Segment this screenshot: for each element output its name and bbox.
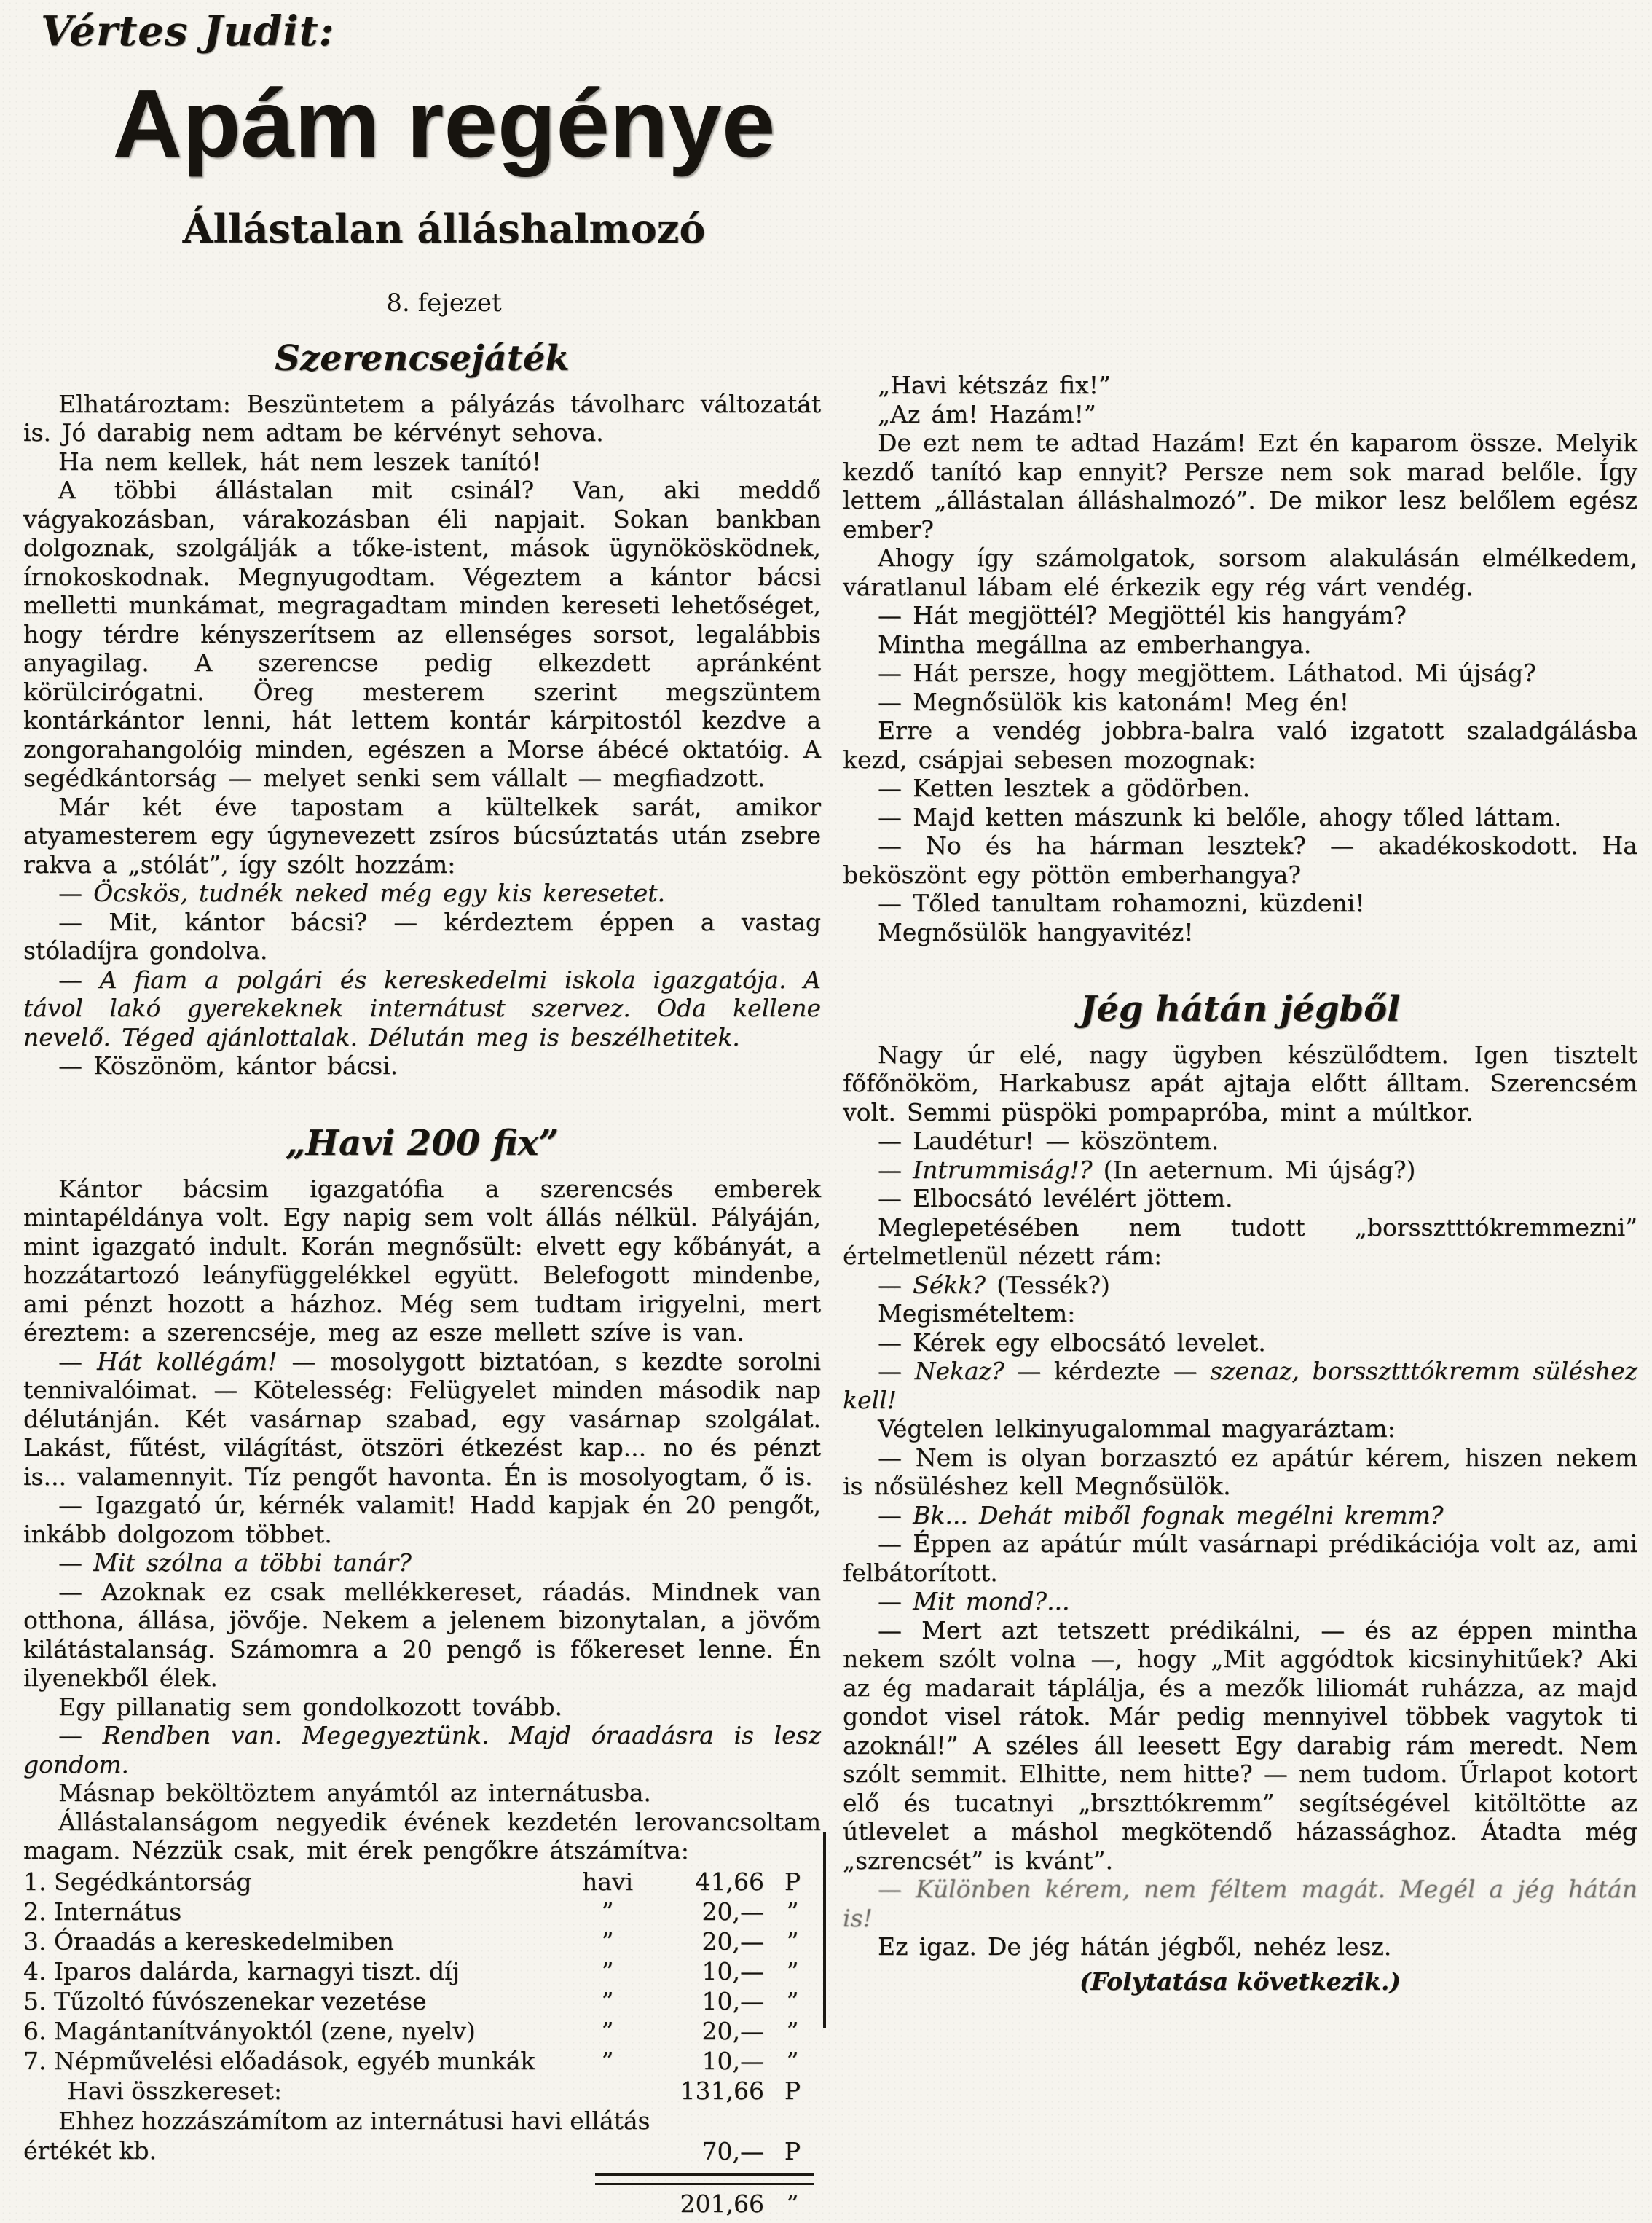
text-segment: Meglepetésében nem tudott „borssztttókremmezni” értelmetlenül nézett rám: bbox=[843, 1212, 1637, 1271]
text-segment: — Majd ketten mászunk ki belőle, ahogy tőled láttam. bbox=[878, 802, 1562, 831]
paragraph bbox=[843, 601, 1637, 630]
earnings-cell-label: 2. Internátus bbox=[23, 1897, 182, 1926]
grand-total-amount: 201,66 bbox=[680, 2189, 764, 2218]
paragraph bbox=[843, 774, 1637, 803]
paragraph bbox=[843, 1271, 1637, 1300]
earnings-cell-unit: ” bbox=[601, 1897, 614, 1926]
text-segment: Öcskös, tudnék neked még egy kis keresetet. bbox=[93, 879, 665, 908]
earnings-cell-cur: ” bbox=[786, 2046, 799, 2075]
paragraph bbox=[843, 1501, 1637, 1530]
earnings-cell-cur: ” bbox=[786, 1956, 799, 1985]
text-segment: — Köszönöm, kántor bácsi. bbox=[58, 1051, 398, 1081]
paragraph bbox=[23, 1779, 821, 1808]
text-segment: — bbox=[878, 1357, 915, 1386]
text-segment: — Laudétur! — köszöntem. bbox=[878, 1126, 1219, 1156]
text-segment: — bbox=[58, 1548, 94, 1577]
paragraph bbox=[23, 1693, 821, 1722]
text-segment: szenaz, borssztttókremm süléshez kell! bbox=[843, 1357, 1637, 1414]
paragraph bbox=[843, 1299, 1637, 1328]
text-segment: Megnősülök hangyavitéz! bbox=[878, 917, 1194, 946]
section-heading-jeg-hatan-jegbol: Jég hátán jégből bbox=[1079, 989, 1401, 1030]
paragraph bbox=[23, 476, 821, 793]
article-title: Apám regénye bbox=[112, 70, 776, 177]
text-segment: Egy pillanatig sem gondolkozott tovább. bbox=[58, 1692, 562, 1721]
paragraph bbox=[23, 965, 821, 1052]
text-segment: Ez igaz. De jég hátán jégből, nehéz lesz. bbox=[878, 1932, 1392, 1961]
earnings-row bbox=[23, 1986, 821, 2016]
text-segment: Különben kérem, nem féltem magát. Megél a jég hátán is! bbox=[843, 1875, 1637, 1932]
paragraph bbox=[843, 1616, 1637, 1875]
paragraph bbox=[843, 428, 1637, 544]
text-segment: Mit szólna a többi tanár? bbox=[93, 1548, 412, 1577]
text-segment: Megismételtem: bbox=[878, 1299, 1076, 1328]
section1-text bbox=[23, 390, 821, 1081]
paragraph bbox=[843, 688, 1637, 717]
right-column bbox=[843, 3, 1642, 2036]
text-segment: — No és ha hárman lesztek? — akadékoskodott. Ha beköszönt egy pöttön emberhangya? bbox=[843, 831, 1637, 889]
paragraph bbox=[23, 1491, 821, 1548]
text-segment: — Ketten lesztek a gödörben. bbox=[878, 774, 1251, 802]
paragraph bbox=[843, 630, 1637, 659]
earnings-row bbox=[23, 1897, 821, 1926]
chapter-label: 8. fejezet bbox=[386, 289, 502, 318]
text-segment: Hát kollégám! bbox=[96, 1346, 278, 1376]
paragraph bbox=[23, 1175, 821, 1347]
paragraph bbox=[843, 371, 1637, 400]
paragraph bbox=[843, 1932, 1637, 1961]
paragraph bbox=[843, 1328, 1637, 1357]
right-intro-text bbox=[843, 371, 1637, 946]
text-segment: — bbox=[878, 1270, 913, 1299]
text-segment: — kérdezte — bbox=[1004, 1357, 1211, 1386]
earnings-row bbox=[23, 1867, 821, 1897]
paragraph bbox=[843, 1875, 1637, 1932]
text-segment: Végtelen lelkinyugalommal magyaráztam: bbox=[878, 1414, 1396, 1443]
earnings-cell-label: 1. Segédkántorság bbox=[23, 1867, 252, 1896]
text-segment: — Kérek egy elbocsátó levelet. bbox=[878, 1328, 1266, 1357]
paragraph bbox=[23, 908, 821, 965]
right-section-text bbox=[843, 1040, 1637, 1961]
text-segment: Már két éve tapostam a kültelkek sarát, amikor atyamesterem egy úgynevezett zsíros búcsúztatás után zsebre rakva a „stólát”, így szólt hozzám: bbox=[23, 792, 821, 879]
paragraph bbox=[843, 400, 1637, 429]
earnings-cell-amount: 20,— bbox=[701, 2016, 764, 2045]
earnings-cell-label: 7. Népművelési előadások, egyéb munkák bbox=[23, 2046, 535, 2075]
earnings-cell-label: Havi összkereset: bbox=[67, 2076, 282, 2105]
paragraph bbox=[843, 1156, 1637, 1185]
earnings-cell-label: 3. Óraadás a kereskedelmiben bbox=[23, 1926, 394, 1956]
text-segment: — bbox=[58, 1346, 97, 1376]
earnings-cell-amount: 20,— bbox=[701, 1897, 764, 1926]
earnings-cell-cur: ” bbox=[786, 1986, 799, 2015]
earnings-cell-cur: P bbox=[784, 2076, 801, 2105]
text-segment: (In aeternum. Mi újság?) bbox=[1092, 1155, 1416, 1184]
section2-text bbox=[23, 1175, 821, 1865]
paragraph bbox=[843, 1040, 1637, 1127]
text-segment: — Hát persze, hogy megjöttem. Láthatod. Mi újság? bbox=[878, 659, 1536, 687]
paragraph bbox=[843, 1126, 1637, 1156]
paragraph bbox=[843, 1587, 1637, 1616]
left-column bbox=[23, 3, 821, 2218]
text-segment: — bbox=[878, 1875, 916, 1904]
paragraph bbox=[23, 879, 821, 908]
earnings-cell-amount: 41,66 bbox=[695, 1867, 764, 1896]
earnings-cell-unit: ” bbox=[601, 1956, 614, 1985]
text-segment: Bk... Dehát miből fognak megélni kremm? bbox=[913, 1500, 1444, 1529]
text-segment: Rendben van. Megegyeztünk. Majd óraadásra is lesz gondom. bbox=[23, 1721, 821, 1779]
earnings-table bbox=[23, 1867, 821, 2106]
text-segment: — bbox=[878, 1155, 913, 1184]
text-segment: — Mit, kántor bácsi? — kérdeztem éppen a vastag stóladíjra gondolva. bbox=[23, 907, 821, 965]
paragraph bbox=[843, 1184, 1637, 1213]
sum-double-rule bbox=[595, 2173, 814, 2185]
paragraph bbox=[843, 831, 1637, 889]
earnings-note-amount: 70,— bbox=[701, 2136, 764, 2165]
earnings-cell-unit: ” bbox=[601, 1926, 614, 1956]
text-segment: — Megnősülök kis katonám! Meg én! bbox=[878, 687, 1349, 716]
text-segment: — Igazgató úr, kérnék valamit! Hadd kapjak én 20 pengőt, inkább dolgozom többet. bbox=[23, 1491, 821, 1548]
earnings-cell-amount: 10,— bbox=[701, 1956, 764, 1985]
text-segment: Kántor bácsim igazgatófia a szerencsés emberek mintapéldánya volt. Egy napig sem volt állás nélkül. Pályáján, mint igazgató indult. Korán megnősült: elvett egy kőbányát, a hozzátartozó leányfüggelékkel együtt. Belefogott mindenbe, ami pénzt hozott a házhoz. Még sem tudtam irigyelni, mert éreztem: a szerencséje, meg az esze mellett szíve is van. bbox=[23, 1174, 821, 1347]
text-segment: — mosolygott biztatóan, s kezdte sorolni tennivalóimat. — Kötelesség: Felügyelet minden második nap délutánján. Két vasárnap szabad, egy vasárnap szolgálat. Lakást, fűtést, világítást, ötszöri étkezést kap... no és pénzt is... valamennyit. Tíz pengőt havonta. Én is mosolyogtam, ő is. bbox=[23, 1346, 821, 1491]
paragraph bbox=[843, 716, 1637, 774]
earnings-cell-unit: ” bbox=[601, 2046, 614, 2075]
earnings-note-row bbox=[23, 2106, 821, 2165]
text-segment: — Nem is olyan borzasztó ez apátúr kérem, hiszen nekem is nősüléshez kell Megnősülök. bbox=[843, 1443, 1637, 1501]
text-segment: Állástalanságom negyedik évének kezdetén lerovancsoltam magam. Nézzük csak, mit érek pengőkre átszámítva: bbox=[23, 1807, 821, 1865]
paragraph bbox=[23, 447, 821, 477]
earnings-cell-amount: 20,— bbox=[701, 1926, 764, 1956]
text-segment: — bbox=[58, 879, 94, 908]
earnings-cell-amount: 10,— bbox=[701, 2046, 764, 2075]
paragraph bbox=[23, 793, 821, 879]
text-segment: — Elbocsátó levélért jöttem. bbox=[878, 1184, 1233, 1213]
text-segment: A fiam a polgári és kereskedelmi iskola igazgatója. A távol lakó gyerekeknek internátust szervez. Oda kellene nevelő. Téged ajánlottalak. Délután meg is beszélhetitek. bbox=[23, 965, 821, 1051]
paragraph bbox=[843, 918, 1637, 947]
byline: Vértes Judit: bbox=[41, 7, 335, 55]
text-segment: „Havi kétszáz fix!” bbox=[878, 371, 1111, 399]
grand-total-row bbox=[23, 2185, 821, 2223]
paragraph bbox=[23, 1808, 821, 1865]
earnings-row bbox=[23, 2016, 821, 2046]
text-segment: Mit mond?... bbox=[913, 1587, 1070, 1616]
paragraph bbox=[23, 1577, 821, 1693]
section-heading-havi-200-fix: „Havi 200 fix” bbox=[286, 1122, 559, 1164]
earnings-cell-label: 5. Tűzoltó fúvószenekar vezetése bbox=[23, 1986, 427, 2015]
paragraph bbox=[843, 1414, 1637, 1443]
text-segment: Másnap beköltöztem anyámtól az internátusba. bbox=[58, 1779, 651, 1808]
paragraph bbox=[843, 803, 1637, 832]
earnings-cell-unit: havi bbox=[581, 1867, 634, 1896]
earnings-cell-label: 6. Magántanítványoktól (zene, nyelv) bbox=[23, 2016, 476, 2045]
text-segment: — Hát megjöttél? Megjöttél kis hangyám? bbox=[878, 601, 1407, 630]
text-segment: Intrummiság!? bbox=[913, 1155, 1093, 1184]
text-segment: Sékk? bbox=[913, 1270, 986, 1299]
earnings-cell-unit: ” bbox=[601, 2016, 614, 2045]
earnings-cell-cur: ” bbox=[786, 1897, 799, 1926]
text-segment: — Tőled tanultam rohamozni, küzdeni! bbox=[878, 889, 1365, 917]
paragraph bbox=[843, 889, 1637, 918]
text-segment: — Mert azt tetszett prédikálni, — és az éppen mintha nekem szólt volna —, hogy „Mit aggódtok kicsinyhitűek? Aki az ég madarait táplálja, és a mezők liliomát ruházza, az majd gondot visel rátok. Már pedig mennyivel többek vagytok ti azoknál!” A széles áll leesett Egy darabig rám meredt. Nem szólt semmit. Elhitte, nem hitte? — nem tudom. Űrlapot kotort elő és tucatnyi „brszttókremm” segítségével kitöltötte az útlevelet a máshol megkötendő házassághoz. Átadta még „szrencsét” is kvánt”. bbox=[843, 1615, 1637, 1875]
continuation-notice: (Folytatása következik.) bbox=[1079, 1967, 1401, 1996]
text-segment: Elhatároztam: Beszüntetem a pályázás távolharc változatát is. Jó darabig nem adtam be kérvényt sehova. bbox=[23, 389, 821, 447]
earnings-cell-cur: ” bbox=[786, 1926, 799, 1956]
paragraph bbox=[843, 1357, 1637, 1414]
text-segment: Ha nem kellek, hát nem leszek tanító! bbox=[58, 447, 542, 476]
earnings-cell-label: 4. Iparos dalárda, karnagyi tiszt. díj bbox=[23, 1956, 460, 1985]
earnings-cell-unit: ” bbox=[601, 1986, 614, 2015]
text-segment: Erre a vendég jobbra-balra való izgatott szaladgálásba kezd, csápjai sebesen mozognak: bbox=[843, 716, 1637, 774]
text-segment: — bbox=[878, 1500, 913, 1529]
text-segment: — Azoknak ez csak mellékkereset, ráadás. Mindnek van otthona, állása, jövője. Nekem a jelenem bizonytalan, a jövőm kilátástalanság. Számomra a 20 pengő is főkereset lenne. Én ilyenekből élek. bbox=[23, 1577, 821, 1693]
paragraph bbox=[843, 544, 1637, 601]
text-segment: — bbox=[58, 965, 100, 994]
earnings-cell-cur: ” bbox=[786, 2016, 799, 2045]
paragraph bbox=[23, 1051, 821, 1081]
earnings-cell-amount: 10,— bbox=[701, 1986, 764, 2015]
paragraph bbox=[23, 390, 821, 447]
paragraph bbox=[23, 1347, 821, 1491]
paragraph bbox=[843, 1443, 1637, 1501]
text-segment: Nagy úr elé, nagy ügyben készülődtem. Igen tisztelt főfőnököm, Harkabusz apát ajtaja előtt álltam. Szerencsém volt. Semmi püspöki pompapróba, mint a múltkor. bbox=[843, 1040, 1637, 1126]
text-segment: — bbox=[878, 1587, 913, 1616]
text-segment: Ahogy így számolgatok, sorsom alakulásán elmélkedem, váratlanul lábam elé érkezik egy rég várt vendég. bbox=[843, 544, 1637, 601]
text-segment: De ezt nem te adtad Hazám! Ezt én kaparom össze. Melyik kezdő tanító kap ennyit? Persze nem sok marad belőle. Így lettem „állástalan álláshalmozó”. De mikor lesz belőlem egész ember? bbox=[843, 428, 1637, 544]
text-segment: (Tessék?) bbox=[985, 1270, 1110, 1299]
text-segment: — bbox=[58, 1721, 103, 1750]
column-divider-rule bbox=[823, 1832, 826, 2028]
earnings-row bbox=[23, 1956, 821, 1986]
grand-total-currency: ” bbox=[786, 2189, 799, 2218]
paragraph bbox=[843, 1529, 1637, 1587]
earnings-cell-amount: 131,66 bbox=[680, 2076, 764, 2105]
text-segment: Nekaz? bbox=[914, 1357, 1004, 1386]
text-segment: Mintha megállna az emberhangya. bbox=[878, 630, 1312, 659]
text-segment: — Éppen az apátúr múlt vasárnapi prédikációja volt az, ami felbátorított. bbox=[843, 1529, 1637, 1587]
paragraph bbox=[843, 659, 1637, 688]
paragraph bbox=[843, 1213, 1637, 1271]
earnings-row bbox=[23, 2076, 821, 2106]
earnings-row bbox=[23, 1926, 821, 1956]
paragraph bbox=[23, 1721, 821, 1779]
earnings-row bbox=[23, 2046, 821, 2076]
earnings-cell-cur: P bbox=[784, 1867, 801, 1896]
text-segment: „Az ám! Hazám!” bbox=[878, 399, 1096, 428]
article-subtitle: Állástalan álláshalmozó bbox=[182, 205, 706, 252]
earnings-note-text: Ehhez hozzászámítom az internátusi havi ellátás értékét kb. bbox=[23, 2106, 650, 2165]
section-heading-szerencsejatek: Szerencsejáték bbox=[275, 338, 570, 379]
earnings-note-currency: P bbox=[784, 2136, 801, 2165]
paragraph bbox=[23, 1548, 821, 1577]
text-segment: A többi állástalan mit csinál? Van, aki meddő vágyakozásban, várakozásban éli napjait. Sokan bankban dolgoznak, szolgálják a tőke-istent, mások ügynökösködnek, írnokoskodnak. Megnyugodtam. Végeztem a kántor bácsi melletti munkámat, megragadtam minden kereseti lehetőséget, hogy térdre kényszerítsem az ellenséges sorsot, legalábbis anyagilag. A szerencse pedig elkezdett apránként körülcirógatni. Öreg mesterem szerint megszüntem kontárkántor lenni, hát lettem kontár kárpitostól kezdve a zongorahangolóig minden, egészen a Morse ábécé oktatóig. A segédkántorság — melyet senki sem vállalt — megfiadzott. bbox=[23, 476, 821, 793]
